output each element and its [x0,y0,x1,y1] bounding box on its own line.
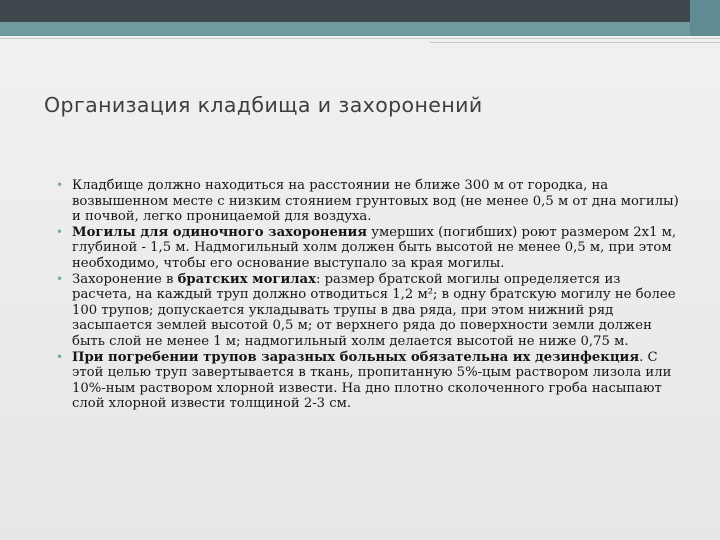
bullet-text: : размер братской могилы определяется из расчета, на каждый труп должно отводиться 1,2 м²; в одну братскую могилу не более 100 трупов; допускается укладывать трупы в два ряда, при этом нижний ряд засыпается землей высотой 0,5 м; от верхнего ряда до поверхности земли должен быть слой не менее 1 м; надмогильный холм делается высотой не ниже 0,75 м. [72,271,676,349]
bullet-text: Захоронение в [72,271,178,287]
bullet-icon: • [56,178,64,192]
bullet-text: Кладбище должно находиться на расстоянии не ближе 300 м от городка, на возвышенном месте с низким стоянием грунтовых вод (не менее 0,5 м от дна могилы) и почвой, легко проницаемой для воздуха. [72,178,679,225]
header-band-dark [0,0,720,22]
bullet-item [52,272,680,350]
bullet-item [52,350,680,412]
bullet-icon: • [56,224,64,239]
bullet-icon: • [56,271,64,286]
bullet-list [52,178,680,412]
bullet-text-bold: братских могилах [177,271,316,287]
bullet-text-bold: Могилы для одиночного захоронения [72,224,368,240]
decorative-line [0,38,720,39]
decorative-line [430,42,720,43]
bullet-item [52,225,680,272]
header-band-teal [0,22,720,36]
bullet-text: умерших (погибших) роют размером 2х1 м, глубиной - 1,5 м. Надмогильный холм должен быть высотой не менее 0,5 м, при этом необходимо, чтобы его основание выступало за края могилы. [72,224,677,271]
bullet-icon: • [56,349,64,364]
slide-title: Организация кладбища и захоронений [44,93,483,117]
bullet-item [52,178,680,225]
bullet-text: . С этой целью труп завертывается в ткань, пропитанную 5%-цым раствором лизола или 10%-ным раствором хлорной извести. На дно плотно сколоченного гроба насыпают слой хлорной извести толщиной 2-3 см. [72,349,672,412]
header-band-accent [690,0,720,36]
bullet-text-bold: При погребении трупов заразных больных обязательна их дезинфекция [72,349,640,365]
